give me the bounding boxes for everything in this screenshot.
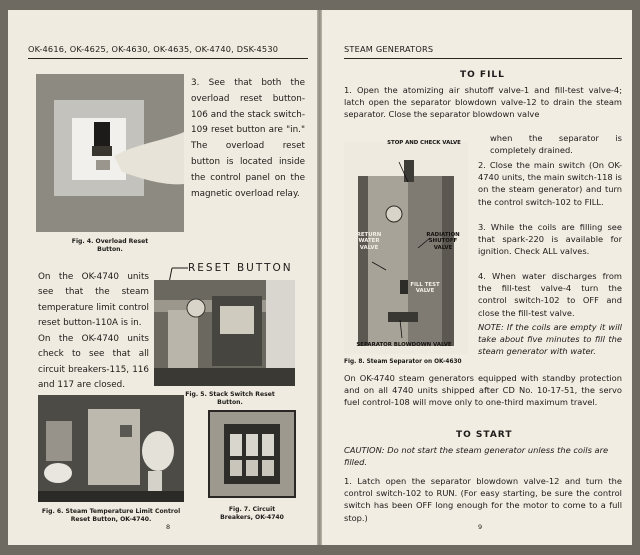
ok4740-standby-paragraph: On OK-4740 steam generators equipped with standby protection and on all 4740 units shipped after CD No. 10-17-51, the servo fuel control-108 will move only to one-third maximum travel. <box>344 373 622 408</box>
fig5-photo <box>154 280 295 386</box>
ok4740-circuit-breakers-paragraph: On the OK-4740 units check to see that all circuit breakers-115, 116 and 117 are closed. <box>38 334 149 391</box>
fig7-photo <box>208 410 296 498</box>
fig5-caption: Fig. 5. Stack Switch Reset Button. <box>185 391 275 406</box>
temp-limit-control-illustration <box>38 395 184 502</box>
header-rule-right <box>344 58 622 59</box>
label-stop-check-valve: STOP AND CHECK VALVE <box>387 140 461 146</box>
left-page <box>8 10 317 545</box>
right-page-header: STEAM GENERATORS <box>344 44 434 54</box>
label-fill-test-valve: FILL TEST VALVE <box>410 282 440 295</box>
fig8-caption: Fig. 8. Steam Separator on OK-4630 <box>344 359 462 365</box>
ok4740-temp-limit-paragraph: On the OK-4740 units see that the steam temperature limit control reset button-110A is in. <box>38 272 149 329</box>
fill-step-1: 1. Open the atomizing air shutoff valve-1 and fill-test valve-4; latch open the separator blowdown valve-12 to drain the steam separator. Close the separator blowdown valve <box>344 85 622 120</box>
label-radiation-shutoff-valve: RADIATION SHUTOFF VALVE <box>426 232 460 251</box>
to-fill-heading: TO FILL <box>460 70 505 80</box>
right-page <box>322 10 632 545</box>
fig7-caption: Fig. 7. Circuit Breakers, OK-4740 <box>220 506 284 521</box>
caution-text: CAUTION: Do not start the steam generator unless the coils are filled. <box>344 445 609 468</box>
fill-step-1-continued: when the separator is completely drained. <box>490 133 622 156</box>
stack-switch-illustration <box>154 280 295 386</box>
fig6-caption: Fig. 6. Steam Temperature Limit Control Reset Button, OK-4740. <box>41 508 181 523</box>
fig4-photo <box>36 74 184 232</box>
step-3: 3. See that both the overload reset button-106 and the stack switch-109 reset button are "in." The overload reset button is located inside the control panel on the magnetic overload relay. <box>191 78 305 199</box>
fill-step-4: 4. When water discharges from the fill-test valve-4 turn the control switch-102 to OFF and close the fill-test valve. <box>478 271 622 318</box>
fill-step-3: 3. While the coils are filling see that spark-220 is available for ignition. Check ALL valves. <box>478 222 622 257</box>
start-step-1: 1. Latch open the separator blowdown valve-12 and turn the control switch-102 to RUN. (For easy starting, be sure the control switch has been OFF long enough for the motor to come to a full stop.) <box>344 476 622 523</box>
reset-button-label: RESET BUTTON <box>188 262 293 274</box>
label-separator-blowdown-valve: SEPARATOR BLOWDOWN VALVE <box>356 342 452 348</box>
fill-note: NOTE: If the coils are empty it will take about five minutes to fill the steam generator with water. <box>478 322 622 357</box>
header-rule <box>28 58 308 59</box>
overload-reset-illustration <box>36 74 184 232</box>
left-page-number: 8 <box>166 523 171 531</box>
fig4-caption: Fig. 4. Overload Reset Button. <box>71 238 149 253</box>
label-return-water-valve: RETURN WATER VALVE <box>356 232 382 251</box>
to-start-heading: TO START <box>456 430 513 440</box>
circuit-breakers-illustration <box>210 412 294 496</box>
right-page-number: 9 <box>478 523 483 531</box>
left-page-header: OK-4616, OK-4625, OK-4630, OK-4635, OK-4740, DSK-4530 <box>28 44 279 54</box>
fill-step-2: 2. Close the main switch (On OK-4740 units, the main switch-118 is on the steam generator) and turn the control switch-102 to FILL. <box>478 160 622 207</box>
fig6-photo <box>38 395 184 502</box>
